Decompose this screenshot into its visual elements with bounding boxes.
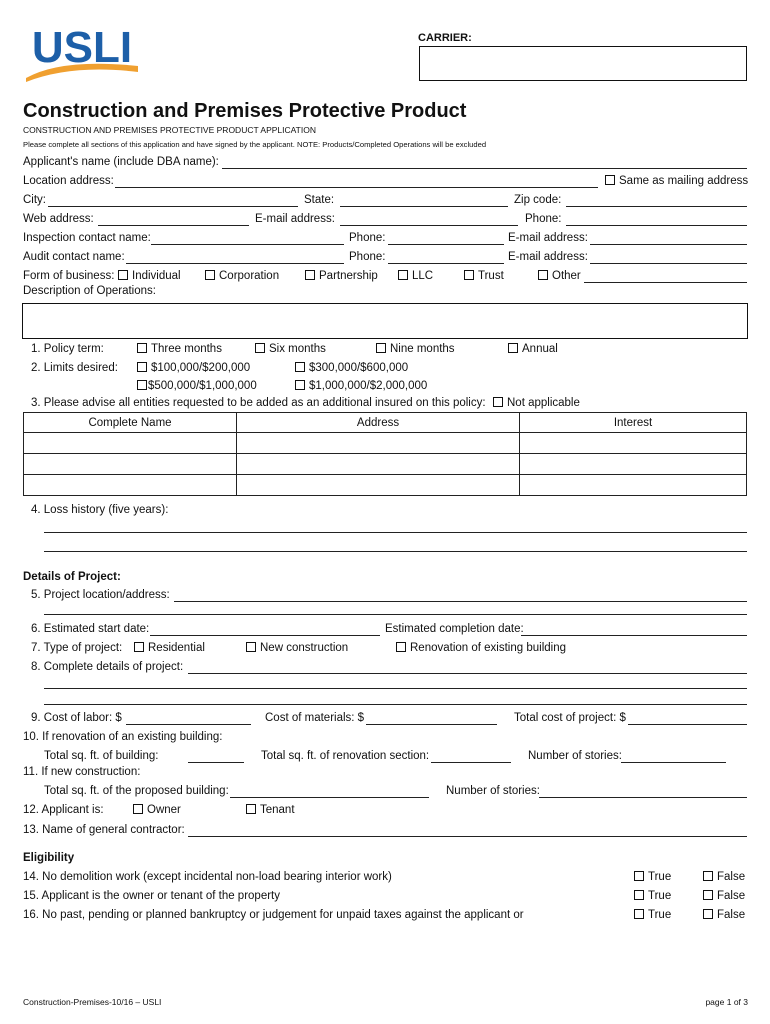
checkbox-icon xyxy=(634,890,644,900)
loss-history-line-1[interactable] xyxy=(44,532,747,533)
checkbox-icon xyxy=(703,871,713,881)
project-heading: Details of Project: xyxy=(23,571,121,583)
q10-sqft-label: Total sq. ft. of building: xyxy=(44,750,159,762)
completion-date-field[interactable] xyxy=(521,635,747,636)
term-six-months[interactable]: Six months xyxy=(255,343,326,355)
audit-phone-field[interactable] xyxy=(388,263,504,264)
table-row xyxy=(24,475,747,496)
audit-phone-label: Phone: xyxy=(349,251,386,263)
description-box[interactable] xyxy=(22,303,748,339)
new-stories-field[interactable] xyxy=(539,797,747,798)
checkbox-icon xyxy=(538,270,548,280)
q12-label: 12. Applicant is: xyxy=(23,804,104,816)
checkbox-icon xyxy=(118,270,128,280)
q9-total-label: Total cost of project: $ xyxy=(514,712,626,724)
term-annual[interactable]: Annual xyxy=(508,343,558,355)
state-label: State: xyxy=(304,194,335,206)
phone-field[interactable] xyxy=(566,225,747,226)
q2-label: 2. Limits desired: xyxy=(31,362,118,374)
labor-cost-field[interactable] xyxy=(126,724,251,725)
eligibility-item: 14. No demolition work (except incidental non-load bearing interior work) xyxy=(23,871,392,883)
checkbox-icon xyxy=(398,270,408,280)
form-option-llc[interactable]: LLC xyxy=(398,270,433,282)
materials-cost-field[interactable] xyxy=(366,724,497,725)
q11-sqft-label: Total sq. ft. of the proposed building: xyxy=(44,785,229,797)
usli-logo xyxy=(22,18,142,82)
total-cost-field[interactable] xyxy=(628,724,747,725)
description-label: Description of Operations: xyxy=(23,285,156,297)
checkbox-icon xyxy=(137,362,147,372)
q14-false[interactable]: False xyxy=(703,871,745,883)
eligibility-item: 16. No past, pending or planned bankruptcy or judgement for unpaid taxes against the applicant or xyxy=(23,909,524,921)
q4-label: 4. Loss history (five years): xyxy=(31,504,169,516)
zip-field[interactable] xyxy=(566,206,747,207)
q15-true[interactable]: True xyxy=(634,890,671,902)
project-location-field[interactable] xyxy=(174,601,747,602)
q13-label: 13. Name of general contractor: xyxy=(23,824,185,836)
inspection-label: Inspection contact name: xyxy=(23,232,151,244)
project-details-line-2[interactable] xyxy=(44,688,747,689)
city-field[interactable] xyxy=(48,206,298,207)
ai-header-interest: Interest xyxy=(520,413,747,433)
q6-start-label: 6. Estimated start date: xyxy=(31,623,150,635)
renovation-stories-field[interactable] xyxy=(621,762,726,763)
form-option-partnership[interactable]: Partnership xyxy=(305,270,378,282)
limit-300k[interactable]: $300,000/$600,000 xyxy=(295,362,408,374)
building-sqft-field[interactable] xyxy=(188,762,244,763)
additional-insured-table xyxy=(23,412,747,496)
project-details-line-3[interactable] xyxy=(44,704,747,705)
q7-label: 7. Type of project: xyxy=(31,642,123,654)
renovation-sqft-field[interactable] xyxy=(431,762,511,763)
start-date-field[interactable] xyxy=(150,635,380,636)
inspection-email-label: E-mail address: xyxy=(508,232,588,244)
ai-header-address: Address xyxy=(237,413,520,433)
same-mailing-checkbox[interactable]: Same as mailing address xyxy=(605,175,748,187)
audit-email-label: E-mail address: xyxy=(508,251,588,263)
checkbox-icon xyxy=(634,871,644,881)
subtitle: CONSTRUCTION AND PREMISES PROTECTIVE PRODUCT APPLICATION xyxy=(23,125,316,135)
checkbox-icon xyxy=(205,270,215,280)
city-label: City: xyxy=(23,194,46,206)
inspection-email-field[interactable] xyxy=(590,244,747,245)
checkbox-icon xyxy=(134,642,144,652)
q5-label: 5. Project location/address: xyxy=(31,589,170,601)
checkbox-icon xyxy=(137,380,147,390)
q11-stories-label: Number of stories: xyxy=(446,785,540,797)
email-label: E-mail address: xyxy=(255,213,335,225)
checkbox-icon xyxy=(295,380,305,390)
checkbox-icon xyxy=(376,343,386,353)
audit-field[interactable] xyxy=(126,263,344,264)
eligibility-heading: Eligibility xyxy=(23,852,75,864)
checkbox-icon xyxy=(305,270,315,280)
q6-completion-label: Estimated completion date: xyxy=(385,623,524,635)
type-residential[interactable]: Residential xyxy=(134,642,205,654)
checkbox-icon xyxy=(508,343,518,353)
instructions: Please complete all sections of this application and have signed by the applicant. NOTE: Products/Completed Operations will be excluded xyxy=(23,140,487,149)
form-option-trust[interactable]: Trust xyxy=(464,270,504,282)
q10-renovation-label: Total sq. ft. of renovation section: xyxy=(261,750,430,762)
carrier-label: CARRIER: xyxy=(418,32,472,44)
state-field[interactable] xyxy=(340,206,508,207)
limit-500k[interactable]: $500,000/$1,000,000 xyxy=(137,380,257,392)
checkbox-icon xyxy=(703,890,713,900)
general-contractor-field[interactable] xyxy=(188,836,747,837)
inspection-phone-label: Phone: xyxy=(349,232,386,244)
table-row xyxy=(24,454,747,475)
email-field[interactable] xyxy=(340,225,518,226)
checkbox-icon xyxy=(255,343,265,353)
checkbox-icon xyxy=(133,804,143,814)
footer-form-id: Construction-Premises-10/16 – USLI xyxy=(23,997,162,1007)
checkbox-icon xyxy=(295,362,305,372)
checkbox-icon xyxy=(605,175,615,185)
applicant-name-field[interactable] xyxy=(222,168,747,169)
term-nine-months[interactable]: Nine months xyxy=(376,343,455,355)
proposed-sqft-field[interactable] xyxy=(230,797,429,798)
checkbox-icon xyxy=(246,804,256,814)
form-option-other[interactable]: Other xyxy=(538,270,581,282)
ai-not-applicable[interactable]: Not applicable xyxy=(493,397,580,409)
web-label: Web address: xyxy=(23,213,94,225)
q1-label: 1. Policy term: xyxy=(31,343,104,355)
zip-label: Zip code: xyxy=(514,194,562,206)
q8-label: 8. Complete details of project: xyxy=(31,661,184,673)
form-option-individual[interactable]: Individual xyxy=(118,270,181,282)
q14-true[interactable]: True xyxy=(634,871,671,883)
footer-page-number: page 1 of 3 xyxy=(705,997,748,1007)
checkbox-icon xyxy=(464,270,474,280)
checkbox-icon xyxy=(396,642,406,652)
project-location-line-2[interactable] xyxy=(44,614,747,615)
location-field[interactable] xyxy=(115,187,598,188)
type-new-construction[interactable]: New construction xyxy=(246,642,348,654)
q15-false[interactable]: False xyxy=(703,890,745,902)
q16-true[interactable]: True xyxy=(634,909,671,921)
q11-label: 11. If new construction: xyxy=(23,766,141,778)
table-row xyxy=(24,433,747,454)
checkbox-icon xyxy=(137,343,147,353)
applicant-owner[interactable]: Owner xyxy=(133,804,181,816)
loss-history-line-2[interactable] xyxy=(44,551,747,552)
ai-header-name: Complete Name xyxy=(24,413,237,433)
form-option-corporation[interactable]: Corporation xyxy=(205,270,279,282)
eligibility-item: 15. Applicant is the owner or tenant of the property xyxy=(23,890,280,902)
q16-false[interactable]: False xyxy=(703,909,745,921)
applicant-name-label: Applicant's name (include DBA name): xyxy=(23,156,219,168)
carrier-box[interactable] xyxy=(419,46,747,81)
limit-100k[interactable]: $100,000/$200,000 xyxy=(137,362,250,374)
checkbox-icon xyxy=(703,909,713,919)
checkbox-icon xyxy=(634,909,644,919)
audit-label: Audit contact name: xyxy=(23,251,125,263)
inspection-phone-field[interactable] xyxy=(388,244,504,245)
form-other-field[interactable] xyxy=(584,282,747,283)
location-label: Location address: xyxy=(23,175,114,187)
project-details-field[interactable] xyxy=(188,673,747,674)
phone-label: Phone: xyxy=(525,213,562,225)
term-three-months[interactable]: Three months xyxy=(137,343,222,355)
q9-materials-label: Cost of materials: $ xyxy=(265,712,365,724)
page-title: Construction and Premises Protective Product xyxy=(23,100,467,122)
svg-text:USLI: USLI xyxy=(31,23,133,72)
checkbox-icon xyxy=(246,642,256,652)
form-of-business-label: Form of business: xyxy=(23,270,115,282)
q3-label: 3. Please advise all entities requested to be added as an additional insured on this policy: xyxy=(31,397,486,409)
limit-1m[interactable]: $1,000,000/$2,000,000 xyxy=(295,380,427,392)
type-renovation[interactable]: Renovation of existing building xyxy=(396,642,566,654)
audit-email-field[interactable] xyxy=(590,263,747,264)
inspection-field[interactable] xyxy=(151,244,344,245)
q10-stories-label: Number of stories: xyxy=(528,750,622,762)
applicant-tenant[interactable]: Tenant xyxy=(246,804,295,816)
web-field[interactable] xyxy=(98,225,249,226)
q9-labor-label: 9. Cost of labor: $ xyxy=(31,712,122,724)
q10-label: 10. If renovation of an existing building: xyxy=(23,731,223,743)
checkbox-icon xyxy=(493,397,503,407)
